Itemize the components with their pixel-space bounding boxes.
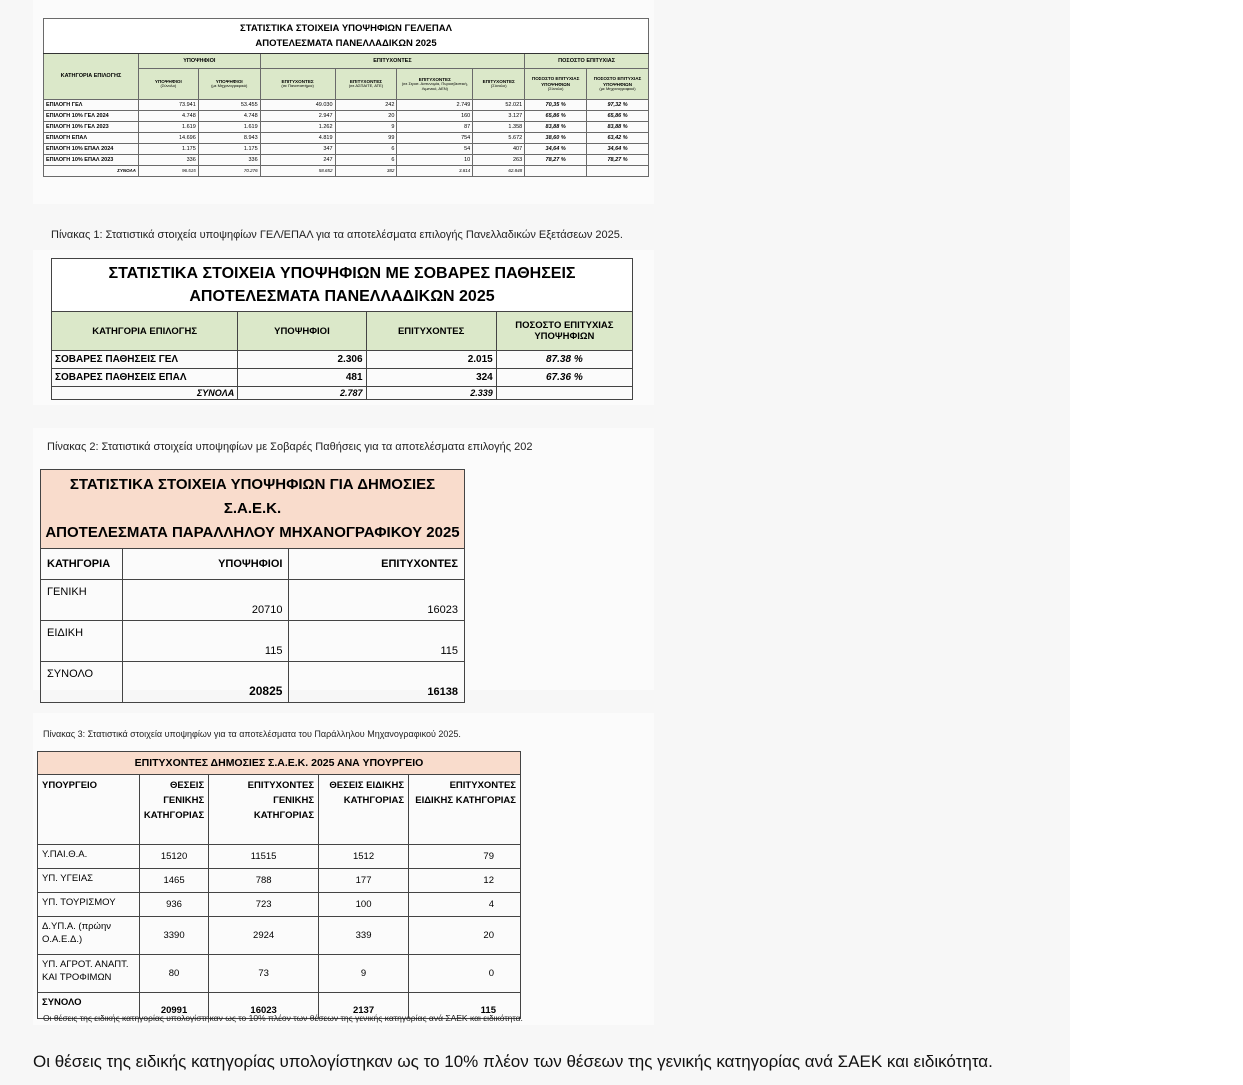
row-label: ΥΠ. ΑΓΡΟΤ. ΑΝΑΠΤ. ΚΑΙ ΤΡΟΦΙΜΩΝ <box>38 955 140 993</box>
table1-subheader: ΥΠΟΨΗΦΙΟΙ (με Μηχανογραφικό) <box>198 69 260 100</box>
cell-value: 65,86 % <box>587 111 649 122</box>
cell-value: 14.696 <box>138 133 198 144</box>
cell-candidates: 481 <box>238 369 366 387</box>
row-label: ΕΠΙΛΟΓΗ ΓΕΛ <box>44 100 139 111</box>
cell-candidates: 20710 <box>122 580 289 621</box>
row-label: ΓΕΝΙΚΗ <box>41 580 123 621</box>
cell-value: 70,35 % <box>525 100 587 111</box>
cell-value: 2137 <box>319 993 409 1019</box>
row-label: ΣΟΒΑΡΕΣ ΠΑΘΗΣΕΙΣ ΕΠΑΛ <box>52 369 238 387</box>
cell-value: 247 <box>260 155 335 166</box>
cell-value: 65,86 % <box>525 111 587 122</box>
table2-header-category: ΚΑΤΗΓΟΡΙΑ ΕΠΙΛΟΓΗΣ <box>52 312 238 351</box>
cell-value: 15120 <box>139 845 208 869</box>
cell-value: 382 <box>335 166 397 177</box>
cell-value <box>587 166 649 177</box>
table-total-row <box>44 166 649 177</box>
cell-value: 754 <box>397 133 473 144</box>
cell-successful: 16023 <box>289 580 465 621</box>
table-serious-conditions <box>51 258 633 400</box>
cell-successful: 115 <box>289 621 465 662</box>
cell-value: 3390 <box>139 917 208 955</box>
footnote-text: Οι θέσεις της ειδικής κατηγορίας υπολογίστηκαν ως το 10% πλέον των θέσεων της γενικής κατηγορίας ανά ΣΑΕΚ και ειδικότητα. <box>33 1052 993 1071</box>
table3-header-candidates: ΥΠΟΨΗΦΙΟΙ <box>122 549 289 580</box>
cell-candidates: 2.306 <box>238 351 366 369</box>
cell-value: 97,32 % <box>587 100 649 111</box>
cell-value: 1.619 <box>198 122 260 133</box>
total-candidates: 2.787 <box>238 387 366 400</box>
table1-subheader: ΕΠΙΤΥΧΟΝΤΕΣ (σε ΑΣΠΑΙΤΕ, ΑΤΕ) <box>335 69 397 100</box>
table1-subheader: ΕΠΙΤΥΧΟΝΤΕΣ (σε Πανεπιστήμια) <box>260 69 335 100</box>
table1-header-category: ΚΑΤΗΓΟΡΙΑ ΕΠΙΛΟΓΗΣ <box>44 54 139 100</box>
table3-header-category: ΚΑΤΗΓΟΡΙΑ <box>41 549 123 580</box>
table4-header-successful-general: ΕΠΙΤΥΧΟΝΤΕΣ ΓΕΝΙΚΗΣ ΚΑΤΗΓΟΡΙΑΣ <box>209 775 319 845</box>
table1-subheader: ΥΠΟΨΗΦΙΟΙ (Σύνολο) <box>138 69 198 100</box>
cell-value: 9 <box>319 955 409 993</box>
cell-value: 347 <box>260 144 335 155</box>
table1-title: ΣΤΑΤΙΣΤΙΚΑ ΣΤΟΙΧΕΙΑ ΥΠΟΨΗΦΙΩΝ ΓΕΛ/ΕΠΑΛ ΑΠΟΤΕΛΕΣΜΑΤΑ ΠΑΝΕΛΛΑΔΙΚΩΝ 2025 <box>44 19 649 54</box>
cell-value: 336 <box>198 155 260 166</box>
row-label: ΣΟΒΑΡΕΣ ΠΑΘΗΣΕΙΣ ΓΕΛ <box>52 351 238 369</box>
table-row <box>44 144 649 155</box>
cell-value: 12 <box>409 869 521 893</box>
cell-value <box>525 166 587 177</box>
table3-caption: Πίνακας 3: Στατιστικά στοιχεία υποψηφίων για τα αποτελέσματα του Παράλληλου Μηχανογραφικού 2025. <box>43 729 461 739</box>
row-label: ΕΠΙΛΟΓΗ 10% ΕΠΑΛ 2023 <box>44 155 139 166</box>
cell-value: 10 <box>397 155 473 166</box>
cell-value: 11515 <box>209 845 319 869</box>
table4-header-ministry: ΥΠΟΥΡΓΕΙΟ <box>38 775 140 845</box>
cell-value: 8.943 <box>198 133 260 144</box>
row-label: ΕΙΔΙΚΗ <box>41 621 123 662</box>
cell-value: 53.455 <box>198 100 260 111</box>
table2-title: ΣΤΑΤΙΣΤΙΚΑ ΣΤΟΙΧΕΙΑ ΥΠΟΨΗΦΙΩΝ ΜΕ ΣΟΒΑΡΕΣ ΠΑΘΗΣΕΙΣ ΑΠΟΤΕΛΕΣΜΑΤΑ ΠΑΝΕΛΛΑΔΙΚΩΝ 2025 <box>52 259 633 312</box>
table4-header-positions-general: ΘΕΣΕΙΣ ΓΕΝΙΚΗΣ ΚΑΤΗΓΟΡΙΑΣ <box>139 775 208 845</box>
cell-percent: 87.38 % <box>496 351 632 369</box>
table1-subheader: ΠΟΣΟΣΤΟ ΕΠΙΤΥΧΙΑΣ ΥΠΟΨΗΦΙΩΝ (Σύνολο) <box>525 69 587 100</box>
cell-value: 99 <box>335 133 397 144</box>
table-row <box>52 351 633 369</box>
cell-value: 73 <box>209 955 319 993</box>
cell-value: 52.021 <box>473 100 525 111</box>
row-label: ΕΠΙΛΟΓΗ 10% ΓΕΛ 2024 <box>44 111 139 122</box>
table-row <box>44 100 649 111</box>
cell-value: 83,88 % <box>587 122 649 133</box>
total-percent-empty <box>496 387 632 400</box>
table-row <box>52 369 633 387</box>
total-label: ΣΥΝΟΛΑ <box>52 387 238 400</box>
table-row <box>38 893 521 917</box>
cell-successful: 16138 <box>289 662 465 703</box>
table1-header-candidates: ΥΠΟΨΗΦΙΟΙ <box>138 54 260 69</box>
cell-value: 177 <box>319 869 409 893</box>
table3-header-successful: ΕΠΙΤΥΧΟΝΤΕΣ <box>289 549 465 580</box>
cell-value: 6 <box>335 144 397 155</box>
cell-value: 2.947 <box>260 111 335 122</box>
row-label: ΣΥΝΟΛΑ <box>44 166 139 177</box>
cell-value: 4.819 <box>260 133 335 144</box>
table-row <box>41 580 465 621</box>
table-gel-epal-statistics <box>43 18 649 177</box>
table-saek-by-ministry <box>37 751 521 1019</box>
table-row <box>38 955 521 993</box>
table1-header-percent: ΠΟΣΟΣΤΟ ΕΠΙΤΥΧΙΑΣ <box>525 54 649 69</box>
cell-value: 96.515 <box>138 166 198 177</box>
table3-title: ΣΤΑΤΙΣΤΙΚΑ ΣΤΟΙΧΕΙΑ ΥΠΟΨΗΦΙΩΝ ΓΙΑ ΔΗΜΟΣΙΕΣ Σ.Α.Ε.Κ. ΑΠΟΤΕΛΕΣΜΑΤΑ ΠΑΡΑΛΛΗΛΟΥ ΜΗΧΑΝΟΓΡΑΦΙΚΟΥ 2025 <box>41 470 465 549</box>
table1-subheader: ΠΟΣΟΣΤΟ ΕΠΙΤΥΧΙΑΣ ΥΠΟΨΗΦΙΩΝ (με Μηχανογραφικό) <box>587 69 649 100</box>
cell-value: 4.748 <box>198 111 260 122</box>
table4-title: ΕΠΙΤΥΧΟΝΤΕΣ ΔΗΜΟΣΙΕΣ Σ.Α.Ε.Κ. 2025 ΑΝΑ ΥΠΟΥΡΓΕΙΟ <box>38 752 521 775</box>
cell-successful: 2.015 <box>366 351 496 369</box>
cell-value: 100 <box>319 893 409 917</box>
row-label: ΥΠ. ΥΓΕΙΑΣ <box>38 869 140 893</box>
cell-value: 63,42 % <box>587 133 649 144</box>
cell-value: 339 <box>319 917 409 955</box>
cell-value: 62.848 <box>473 166 525 177</box>
row-label: ΕΠΙΛΟΓΗ 10% ΕΠΑΛ 2024 <box>44 144 139 155</box>
cell-value: 3.127 <box>473 111 525 122</box>
cell-percent: 67.36 % <box>496 369 632 387</box>
table-row <box>41 621 465 662</box>
cell-value: 723 <box>209 893 319 917</box>
table-row <box>44 155 649 166</box>
table1-caption: Πίνακας 1: Στατιστικά στοιχεία υποψηφίων ΓΕΛ/ΕΠΑΛ για τα αποτελέσματα επιλογής Πανελλαδικών Εξετάσεων 2025. <box>51 229 623 241</box>
table-row <box>38 869 521 893</box>
cell-value: 336 <box>138 155 198 166</box>
table2-header-percent: ΠΟΣΟΣΤΟ ΕΠΙΤΥΧΙΑΣ ΥΠΟΨΗΦΙΩΝ <box>496 312 632 351</box>
row-label: ΣΥΝΟΛΟ <box>38 993 140 1019</box>
cell-successful: 324 <box>366 369 496 387</box>
cell-value: 34,64 % <box>525 144 587 155</box>
table4-note: Οι θέσεις της ειδικής κατηγορίας υπολογίστηκαν ως το 10% πλέον των θέσεων της γενικής κατηγορίας ανά ΣΑΕΚ και ειδικότητα. <box>43 1013 523 1023</box>
cell-value: 4.748 <box>138 111 198 122</box>
row-label: ΥΠ. ΤΟΥΡΙΣΜΟΥ <box>38 893 140 917</box>
table2-caption: Πίνακας 2: Στατιστικά στοιχεία υποψηφίων με Σοβαρές Παθήσεις για τα αποτελέσματα επιλογής 202 <box>47 441 533 453</box>
row-label: Υ.ΠΑΙ.Θ.Α. <box>38 845 140 869</box>
row-label: ΣΥΝΟΛΟ <box>41 662 123 703</box>
cell-value: 1.262 <box>260 122 335 133</box>
table-row <box>44 122 649 133</box>
cell-value: 20991 <box>139 993 208 1019</box>
row-label: ΕΠΙΛΟΓΗ 10% ΓΕΛ 2023 <box>44 122 139 133</box>
row-label: Δ.ΥΠ.Α. (πρώην Ο.Α.Ε.Δ.) <box>38 917 140 955</box>
table-total-row <box>41 662 465 703</box>
table1-subheader: ΕΠΙΤΥΧΟΝΤΕΣ (Σύνολο) <box>473 69 525 100</box>
row-label: ΕΠΙΛΟΓΗ ΕΠΑΛ <box>44 133 139 144</box>
cell-value: 1512 <box>319 845 409 869</box>
cell-value: 38,60 % <box>525 133 587 144</box>
cell-value: 83,88 % <box>525 122 587 133</box>
table2-header-successful: ΕΠΙΤΥΧΟΝΤΕΣ <box>366 312 496 351</box>
cell-candidates: 115 <box>122 621 289 662</box>
table1-header-successful: ΕΠΙΤΥΧΟΝΤΕΣ <box>260 54 525 69</box>
cell-value: 263 <box>473 155 525 166</box>
table-row <box>38 845 521 869</box>
cell-value: 87 <box>397 122 473 133</box>
cell-value: 788 <box>209 869 319 893</box>
cell-value: 73.941 <box>138 100 198 111</box>
cell-value: 3.814 <box>397 166 473 177</box>
cell-value: 20 <box>409 917 521 955</box>
cell-candidates: 20825 <box>122 662 289 703</box>
cell-value: 5.672 <box>473 133 525 144</box>
cell-value: 20 <box>335 111 397 122</box>
cell-value: 936 <box>139 893 208 917</box>
cell-value: 70.276 <box>198 166 260 177</box>
cell-value: 58.652 <box>260 166 335 177</box>
cell-value: 78,27 % <box>525 155 587 166</box>
cell-value: 1465 <box>139 869 208 893</box>
table-row <box>38 917 521 955</box>
cell-value: 2924 <box>209 917 319 955</box>
cell-value: 1.358 <box>473 122 525 133</box>
cell-value: 1.175 <box>138 144 198 155</box>
cell-value: 49.030 <box>260 100 335 111</box>
table-row <box>44 111 649 122</box>
cell-value: 9 <box>335 122 397 133</box>
cell-value: 16023 <box>209 993 319 1019</box>
cell-value: 407 <box>473 144 525 155</box>
cell-value: 79 <box>409 845 521 869</box>
table-total-row <box>52 387 633 400</box>
cell-value: 160 <box>397 111 473 122</box>
cell-value: 1.175 <box>198 144 260 155</box>
table-saek-candidates <box>40 469 465 703</box>
table-row <box>44 133 649 144</box>
cell-value: 0 <box>409 955 521 993</box>
cell-value: 34,64 % <box>587 144 649 155</box>
cell-value: 6 <box>335 155 397 166</box>
cell-value: 78,27 % <box>587 155 649 166</box>
cell-value: 242 <box>335 100 397 111</box>
cell-value: 80 <box>139 955 208 993</box>
cell-value: 2.749 <box>397 100 473 111</box>
cell-value: 4 <box>409 893 521 917</box>
cell-value: 1.619 <box>138 122 198 133</box>
table1-subheader: ΕΠΙΤΥΧΟΝΤΕΣ (σε Στρατ. Αστυνομία, Πυροσβεστική, Λιμενικό, ΑΕΝ) <box>397 69 473 100</box>
table4-header-successful-special: ΕΠΙΤΥΧΟΝΤΕΣ ΕΙΔΙΚΗΣ ΚΑΤΗΓΟΡΙΑΣ <box>409 775 521 845</box>
cell-value: 115 <box>409 993 521 1019</box>
total-successful: 2.339 <box>366 387 496 400</box>
cell-value: 54 <box>397 144 473 155</box>
table2-header-candidates: ΥΠΟΨΗΦΙΟΙ <box>238 312 366 351</box>
table4-header-positions-special: ΘΕΣΕΙΣ ΕΙΔΙΚΗΣ ΚΑΤΗΓΟΡΙΑΣ <box>319 775 409 845</box>
